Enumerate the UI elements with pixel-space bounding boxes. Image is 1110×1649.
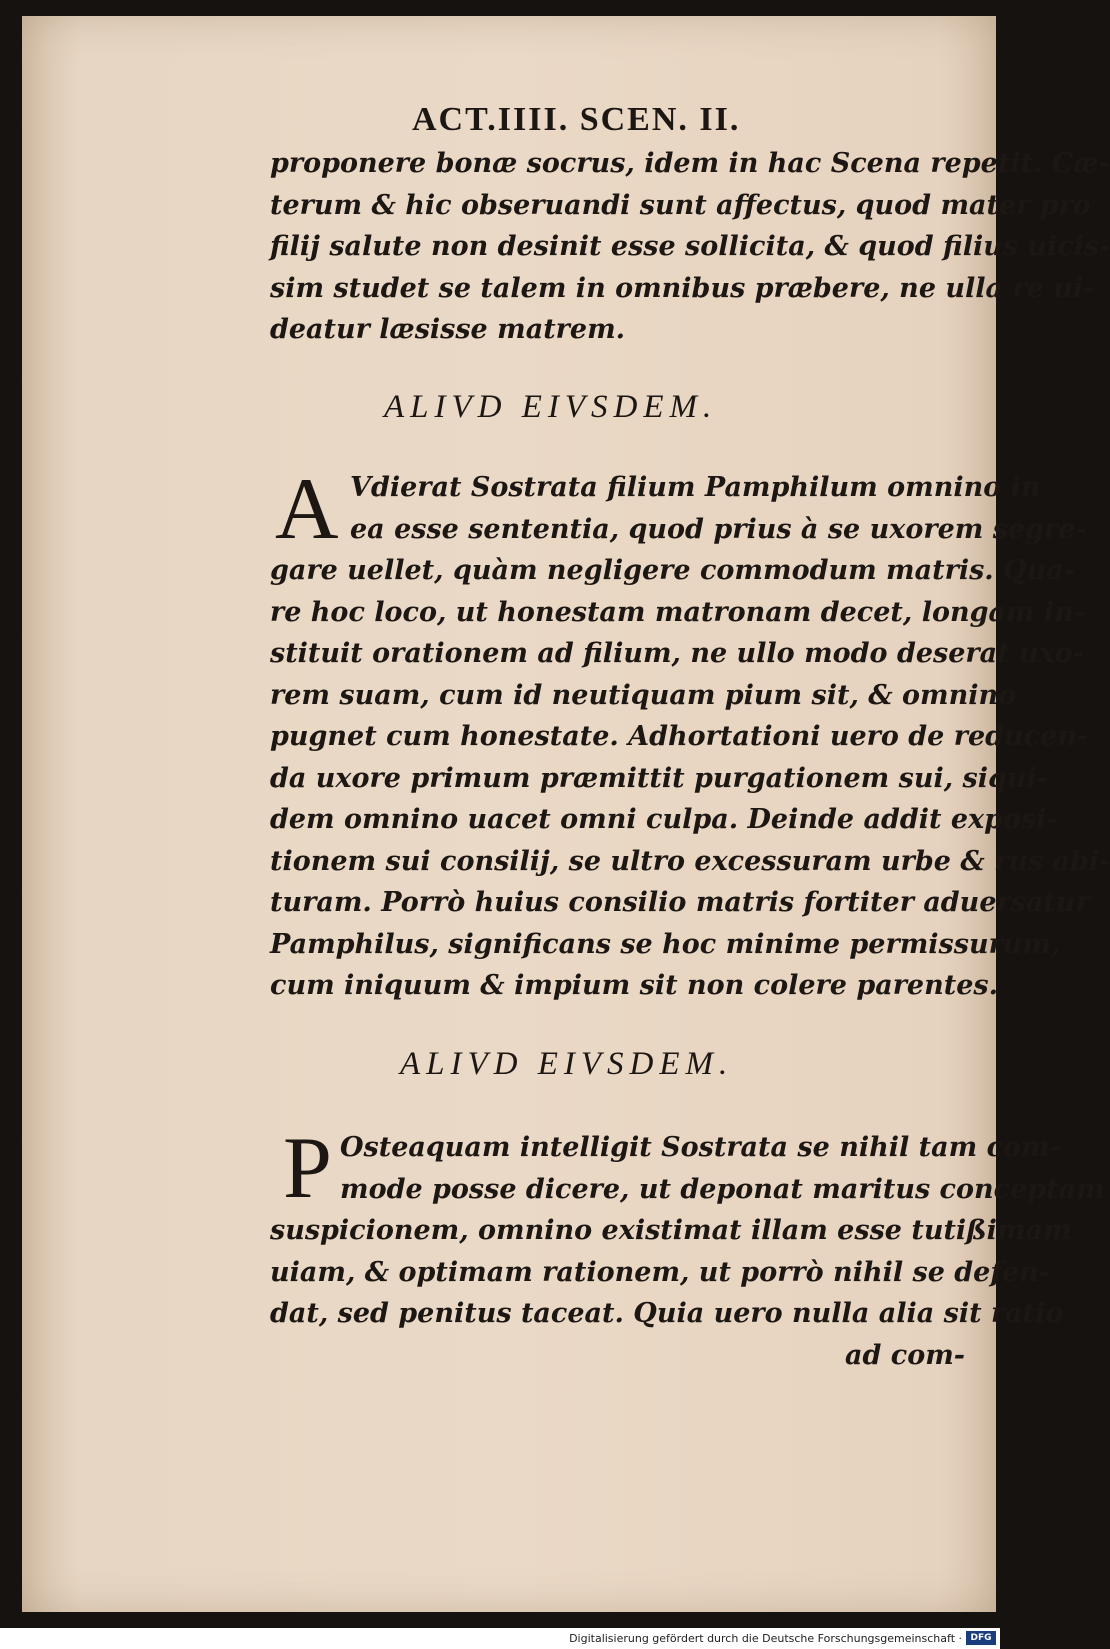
text-line: sim studet se talem in omnibus præbere, ne ulla re ui-	[270, 272, 1095, 304]
text-line: suspicionem, omnino existimat illam esse tutißimam	[270, 1215, 1072, 1246]
text-line: uiam, & optimam rationem, ut porrò nihil se defen-	[270, 1256, 1050, 1288]
section-heading: ALIVD EIVSDEM.	[400, 1046, 734, 1082]
paragraph-2	[270, 1120, 1105, 1376]
text-line: dat, sed penitus taceat. Quia uero nulla alia sit ratio	[270, 1298, 1064, 1329]
text-line: Osteaquam intelligit Sostrata se nihil tam com-	[340, 1132, 1061, 1163]
dfg-logo-icon: DFG	[966, 1631, 996, 1645]
text-line: rem suam, cum id neutiquam pium sit, & omnino	[270, 679, 1017, 711]
text-line: pugnet cum honestate. Adhortationi uero de reducen-	[270, 721, 1089, 752]
text-line: stituit orationem ad filium, ne ullo modo deserat uxo-	[270, 638, 1084, 669]
running-head: ACT.IIII. SCEN. II.	[412, 101, 741, 138]
text-line: gare uellet, quàm negligere commodum matris. Qua-	[270, 555, 1075, 586]
text-line: cum iniquum & impium sit non colere parentes.	[270, 970, 998, 1001]
text-line: turam. Porrò huius consilio matris fortiter aduersatur	[270, 887, 1090, 918]
text-line: deatur læsisse matrem.	[270, 314, 626, 345]
catchword: ad com-	[845, 1339, 965, 1371]
text-line: terum & hic obseruandi sunt affectus, quod mater pro	[270, 189, 1091, 221]
text-line: Vdierat Sostrata filium Pamphilum omnino in	[350, 472, 1041, 503]
text-line: re hoc loco, ut honestam matronam decet, longam in-	[270, 596, 1086, 628]
text-line: Pamphilus, significans se hoc minime permissurum,	[270, 928, 1061, 960]
text-line: tionem sui consilij, se ultro excessuram urbe & rus abi-	[270, 845, 1110, 877]
drop-cap: A	[275, 461, 339, 558]
drop-cap: P	[283, 1120, 332, 1217]
paragraph-1	[270, 461, 1110, 1007]
footer-credit: Digitalisierung gefördert durch die Deutsche Forschungsgemeinschaft ·	[569, 1632, 962, 1645]
footer-bar	[0, 1628, 1000, 1649]
text-line: proponere bonæ socrus, idem in hac Scena repetit. Cæ-	[270, 148, 1110, 179]
text-line: da uxore primum præmittit purgationem sui, siqui-	[270, 762, 1048, 794]
text-line: ea esse sententia, quod prius à se uxorem segre-	[350, 513, 1087, 545]
text-line: filij salute non desinit esse sollicita, & quod filius uicis-	[270, 231, 1110, 262]
intro-paragraph	[270, 143, 1110, 351]
text-line: dem omnino uacet omni culpa. Deinde addit exposi-	[270, 804, 1058, 835]
section-heading: ALIVD EIVSDEM.	[384, 389, 718, 425]
text-line: mode posse dicere, ut deponat maritus conceptam	[340, 1173, 1105, 1205]
